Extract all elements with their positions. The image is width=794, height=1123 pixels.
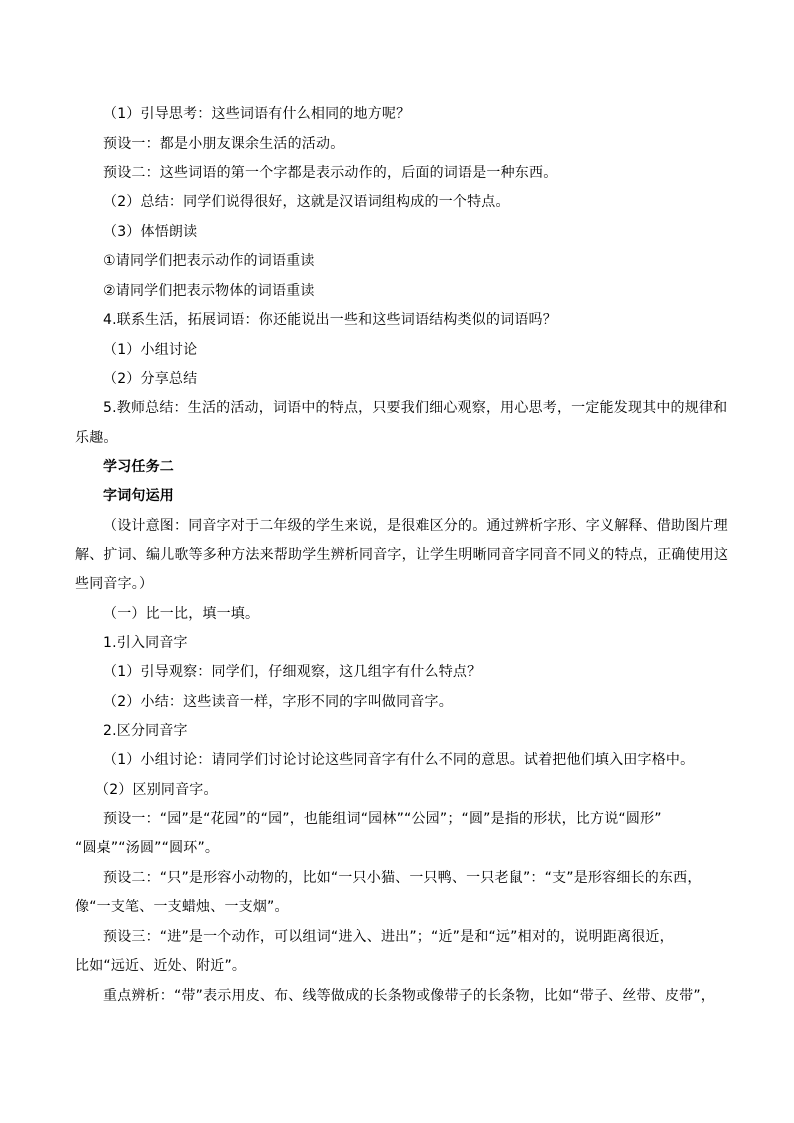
text-line: （设计意图：同音字对于二年级的学生来说，是很难区分的。通过辨析字形、字义解释、借助图片理: [103, 518, 728, 534]
text-line: （1）引导观察：同学们，仔细观察，这几组字有什么特点？: [103, 664, 482, 680]
text-line: 预设二：“只”是形容小动物的，比如“一只小猫、一只鸭、一只老鼠”：“支”是形容细长的东西，: [103, 870, 702, 886]
text-line: （2）小结：这些读音一样，字形不同的字叫做同音字。: [103, 694, 453, 710]
text-line: 预设二：这些词语的第一个字都是表示动作的，后面的词语是一种东西。: [103, 165, 558, 181]
text-line: ②请同学们把表示物体的词语重读: [103, 283, 315, 299]
text-line: “圆桌”“汤圆”“圆环”。: [75, 840, 220, 856]
text-line: 解、扩词、编儿歌等多种方法来帮助学生辨析同音字，让学生明晰同音字同音不同义的特点，正确使用这: [75, 547, 729, 563]
text-line: 比如“远近、近处、附近”。: [75, 958, 247, 974]
text-line: 4.联系生活，拓展词语：你还能说出一些和这些词语结构类似的词语吗？: [103, 312, 557, 328]
text-line: （1）小组讨论: [103, 342, 198, 358]
text-line: （2）分享总结: [103, 371, 198, 387]
text-line: 1.引入同音字: [103, 635, 188, 651]
text-line: （3）体悟朗读: [103, 224, 198, 240]
section-subheading: 字词句运用: [103, 488, 174, 504]
text-line: 乐趣。: [75, 430, 118, 446]
text-line: 5.教师总结：生活的活动，词语中的特点，只要我们细心观察，用心思考，一定能发现其中的规律和: [103, 400, 728, 416]
text-line: （一）比一比，填一填。: [103, 606, 260, 622]
text-line: 预设一：都是小朋友课余生活的活动。: [103, 136, 345, 152]
text-line: 2.区分同音字: [103, 723, 188, 739]
text-line: （2）总结：同学们说得很好，这就是汉语词组构成的一个特点。: [103, 194, 510, 210]
text-line: （1）小组讨论：请同学们讨论讨论这些同音字有什么不同的意思。试着把他们填入田字格中。: [103, 752, 695, 768]
text-line: ①请同学们把表示动作的词语重读: [103, 253, 315, 269]
text-line: 预设三：“进”是一个动作，可以组词“进入、进出”；“近”是和“远”相对的，说明距离很近，: [103, 929, 674, 945]
text-line: 些同音字。）: [75, 576, 154, 592]
text-line: 像“一支笔、一支蜡烛、一支烟”。: [75, 899, 289, 915]
text-line: 预设一：“园”是“花园”的“园”，也能组词“园林”“公园”；“圆”是指的形状，比方说“圆形”: [103, 811, 662, 827]
section-heading: 学习任务二: [103, 459, 174, 475]
text-line: 重点辨析：“带”表示用皮、布、线等做成的长条物或像带子的长条物，比如“带子、丝带、皮带”，: [103, 988, 716, 1004]
text-line: （1）引导思考：这些词语有什么相同的地方呢？: [103, 106, 411, 122]
text-line: （2）区别同音字。: [95, 782, 218, 798]
